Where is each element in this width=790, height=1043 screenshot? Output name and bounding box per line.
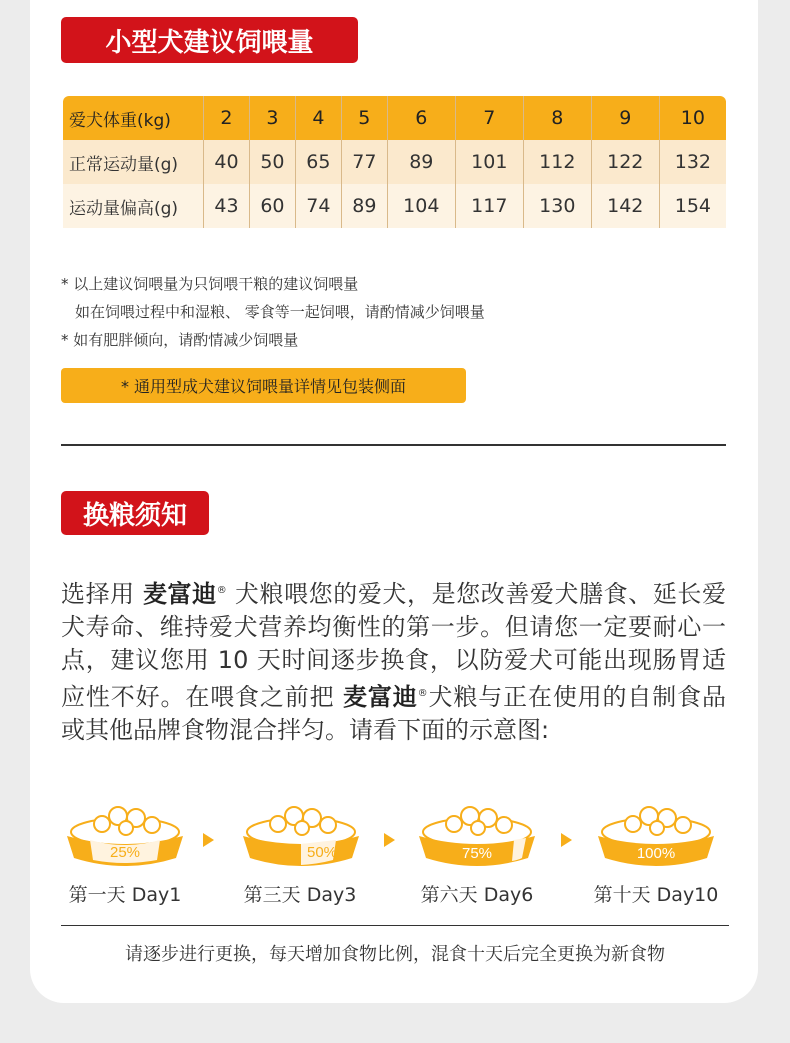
- table-cell: 89: [342, 184, 388, 228]
- table-cell: 74: [296, 184, 342, 228]
- brand-name: 麦富迪: [142, 580, 217, 608]
- table-cell: 77: [342, 140, 388, 184]
- percent-label: 25%: [109, 844, 141, 861]
- arrow-right-icon: [561, 833, 572, 847]
- kibble-pile: [71, 807, 179, 846]
- table-cell: 2: [204, 96, 250, 140]
- step-label: 第一天 Day1: [68, 884, 182, 906]
- table-row-label: 正常运动量(g): [63, 140, 204, 184]
- table-cell: 130: [524, 184, 592, 228]
- table-cell: 5: [342, 96, 388, 140]
- bowl-day10-icon: [593, 800, 719, 872]
- table-cell: 117: [456, 184, 524, 228]
- table-row: [63, 184, 726, 228]
- package-note-badge: * 通用型成犬建议饲喂量详情见包装侧面: [61, 368, 466, 403]
- note-line: * 以上建议饲喂量为只饲喂干粮的建议饲喂量: [61, 275, 359, 293]
- table-cell: 50: [250, 140, 296, 184]
- table-cell: 7: [456, 96, 524, 140]
- feeding-notes: [61, 270, 485, 354]
- table-row: [63, 140, 726, 184]
- table-cell: 60: [250, 184, 296, 228]
- table-cell: 89: [388, 140, 456, 184]
- table-cell: 4: [296, 96, 342, 140]
- feeding-section-title: 小型犬建议饲喂量: [61, 17, 358, 63]
- footer-divider: [61, 925, 729, 926]
- percent-label: 100%: [636, 845, 676, 862]
- table-cell: 8: [524, 96, 592, 140]
- table-cell: 40: [204, 140, 250, 184]
- footer-note: 请逐步进行更换，每天增加食物比例，混食十天后完全更换为新食物: [125, 944, 665, 965]
- switch-food-paragraph: [61, 574, 726, 747]
- registered-mark: ®: [216, 585, 227, 596]
- feeding-table: [63, 96, 726, 228]
- paragraph-text: 犬粮与正在使用的自制食品或其他品牌食物混合拌匀。请看下面的示意图:: [61, 683, 727, 744]
- kibble-pile: [247, 807, 355, 846]
- section-divider: [61, 444, 726, 446]
- table-cell: 9: [592, 96, 660, 140]
- table-header-row: [63, 96, 726, 140]
- percent-label: 75%: [461, 845, 493, 862]
- bowl-day6-icon: [414, 800, 540, 872]
- table-cell: 112: [524, 140, 592, 184]
- arrow-right-icon: [384, 833, 395, 847]
- table-cell: 10: [660, 96, 726, 140]
- table-cell: 132: [660, 140, 726, 184]
- table-row-label: 运动量偏高(g): [63, 184, 204, 228]
- table-cell: 3: [250, 96, 296, 140]
- percent-label: 50%: [306, 844, 338, 861]
- registered-mark: ®: [417, 688, 428, 699]
- kibble-pile: [602, 807, 710, 846]
- table-cell: 122: [592, 140, 660, 184]
- paragraph-text: 犬粮喂您的爱犬，是您改善爱犬膳食、延长爱犬寿命、维持爱犬营养均衡性的第一步。但请您一定要耐心一点，建议您用 10 天时间逐步换食，以防爱犬可能出现肠胃适应性不好。在喂食之前把: [61, 580, 726, 711]
- paragraph-text: 选择用: [61, 580, 143, 608]
- table-cell: 43: [204, 184, 250, 228]
- bowl-day3-icon: [238, 800, 364, 872]
- table-cell: 6: [388, 96, 456, 140]
- step-label: 第十天 Day10: [593, 884, 719, 906]
- table-cell: 65: [296, 140, 342, 184]
- table-cell: 142: [592, 184, 660, 228]
- bowl-day1-icon: [62, 800, 188, 872]
- table-cell: 154: [660, 184, 726, 228]
- table-cell: 101: [456, 140, 524, 184]
- note-line: 如在饲喂过程中和湿粮、 零食等一起饲喂，请酌情减少饲喂量: [75, 303, 485, 321]
- brand-name: 麦富迪: [343, 683, 418, 711]
- note-line: * 如有肥胖倾向，请酌情减少饲喂量: [61, 331, 299, 349]
- switch-food-section-title: 换粮须知: [61, 491, 209, 535]
- step-label: 第六天 Day6: [420, 884, 534, 906]
- table-cell: 104: [388, 184, 456, 228]
- table-header-label: 爱犬体重(kg): [63, 96, 204, 140]
- step-label: 第三天 Day3: [243, 884, 357, 906]
- arrow-right-icon: [203, 833, 214, 847]
